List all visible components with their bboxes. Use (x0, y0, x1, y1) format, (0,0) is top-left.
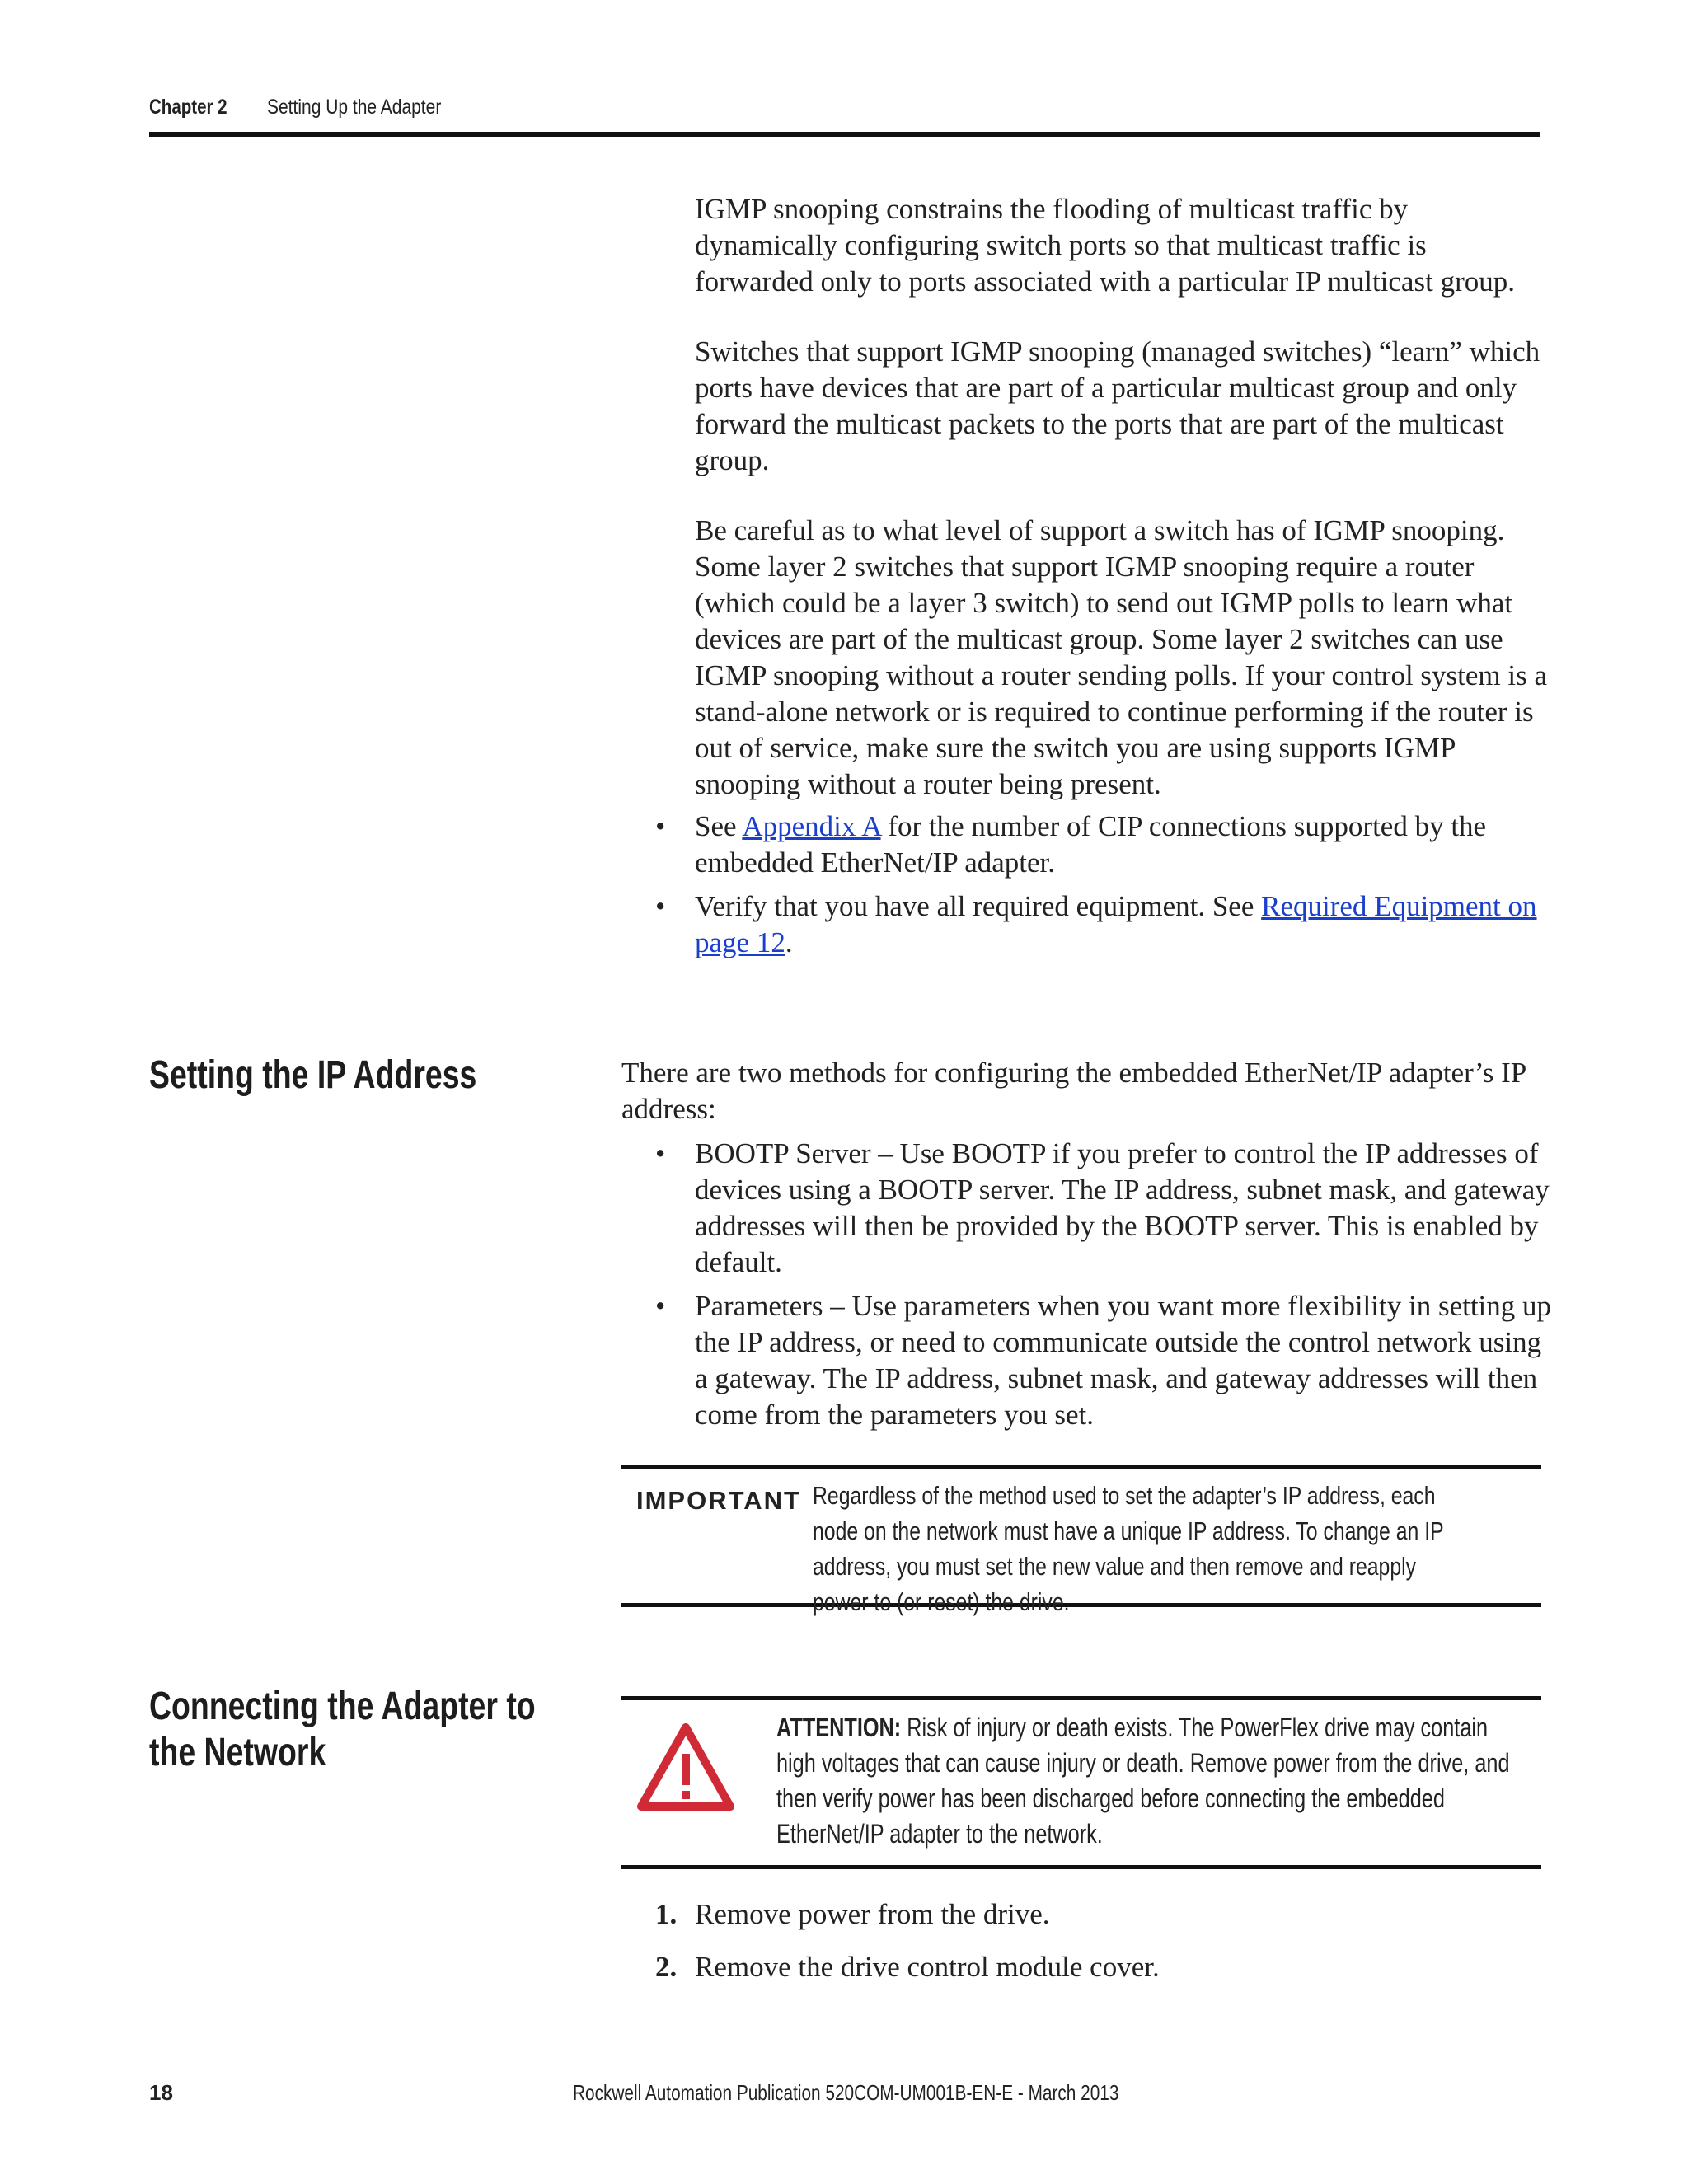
bullet-text: . (785, 926, 793, 958)
step-number: 2. (655, 1951, 678, 1983)
bullet-dot: • (655, 1137, 666, 1169)
appendix-a-link[interactable]: Appendix A (742, 810, 881, 842)
bullet-text: Verify that you have all required equipment. See (695, 890, 1262, 922)
attention-body: Risk of injury or death exists. The PowerFlex drive may contain high voltages that can cause injury or death. Remove power from the drive, and then verify power has been discharged before connecting the embedded EtherNet/IP adapter to the network. (776, 1713, 1510, 1849)
heading-line: Connecting the Adapter to (149, 1685, 536, 1728)
bullet-text: BOOTP Server – Use BOOTP if you prefer to control the IP addresses of devices using a BOOTP server. The IP address, subnet mask, and gateway addresses will then be provided by the BOOTP server. This is enabled by default. (695, 1137, 1550, 1278)
bullet-dot: • (655, 810, 666, 842)
igmp-paragraph-3: Be careful as to what level of support a switch has of IGMP snooping. Some layer 2 switches that support IGMP snooping require a router (which could be a layer 3 switch) to send out IGMP polls to learn what devices are part of the multicast group. Some layer 2 switches can use IGMP snooping without a router sending polls. If your control system is a stand-alone network or is required to continue performing if the router is out of service, make sure the switch you are using supports IGMP snooping without a router being present. (695, 514, 1548, 800)
igmp-paragraph-1: IGMP snooping constrains the flooding of multicast traffic by dynamically configuring switch ports so that multicast traffic is forwarded only to ports associated with a particular IP multicast group. (695, 193, 1515, 298)
attention-label: ATTENTION: (776, 1713, 902, 1742)
step-item (655, 1949, 1545, 1985)
step-text: Remove the drive control module cover. (695, 1951, 1160, 1983)
important-text: Regardless of the method used to set the adapter’s IP address, each node on the network must have a unique IP address. To change an IP address, you must set the new value and then remove and reapply power to (or reset) the drive. (813, 1481, 1444, 1616)
important-tag: IMPORTANT (636, 1486, 801, 1515)
required-equipment-link[interactable]: Required Equipment on page 12 (695, 890, 1537, 958)
publication-info: Rockwell Automation Publication 520COM-UM001B-EN-E - March 2013 (573, 2080, 1119, 2105)
attention-notice (621, 1696, 1541, 1869)
step-text: Remove power from the drive. (695, 1898, 1050, 1930)
important-notice (621, 1465, 1541, 1616)
section-heading-ip-address: Setting the IP Address (149, 1053, 477, 1097)
bullet-appendix (655, 808, 1552, 881)
chapter-label: Chapter 2 (149, 96, 227, 119)
page-number: 18 (149, 2080, 173, 2105)
attention-text (776, 1710, 1519, 1852)
step-number: 1. (655, 1898, 678, 1930)
bullet-required-equipment (655, 888, 1552, 961)
ip-lead-paragraph: There are two methods for configuring the embedded EtherNet/IP adapter’s IP address: (621, 1057, 1526, 1125)
chapter-title: Setting Up the Adapter (267, 96, 442, 119)
bullet-parameters (655, 1288, 1552, 1433)
bullet-dot: • (655, 1290, 666, 1322)
bullet-text: See (695, 810, 743, 842)
bullet-text: for the number of CIP connections supported by the embedded EtherNet/IP adapter. (695, 810, 1487, 879)
igmp-paragraph-2: Switches that support IGMP snooping (managed switches) “learn” which ports have devices that are part of a particular multicast group and only forward the multicast packets to the ports that are part of the multicast group. (695, 335, 1540, 476)
step-item (655, 1896, 1545, 1933)
bullet-text: Parameters – Use parameters when you want more flexibility in setting up the IP address, or need to communicate outside the control network using a gateway. The IP address, subnet mask, and gateway addresses will then come from the parameters you set. (695, 1290, 1552, 1431)
bullet-bootp (655, 1136, 1552, 1281)
bullet-dot: • (655, 890, 666, 922)
warning-triangle-icon (636, 1721, 735, 1813)
section-heading-connecting (149, 1684, 536, 1776)
heading-line: the Network (149, 1731, 326, 1774)
page-header (149, 91, 1540, 137)
